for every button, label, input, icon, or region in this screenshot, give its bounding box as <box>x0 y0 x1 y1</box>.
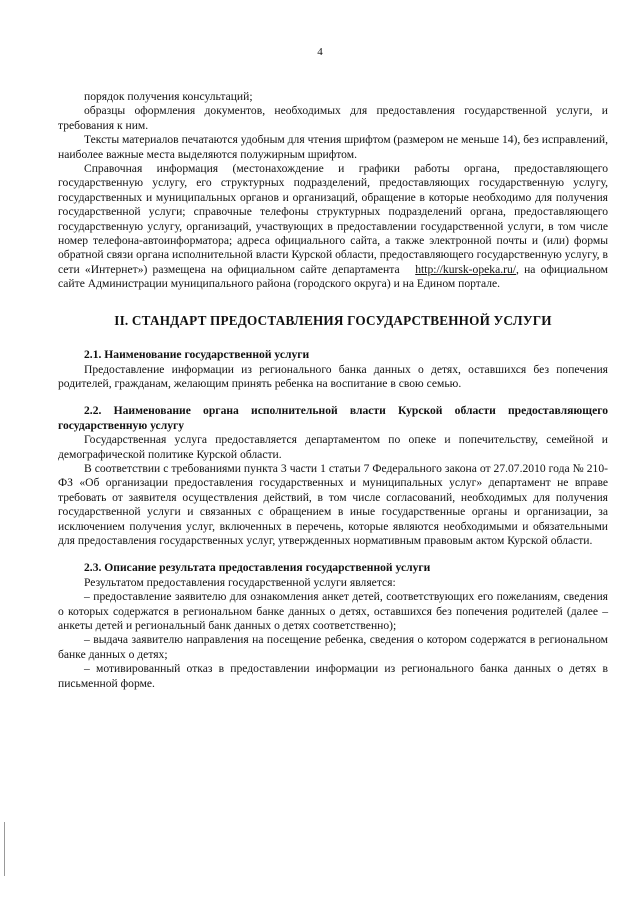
heading-2-1: 2.1. Наименование государственной услуги <box>84 348 310 362</box>
page-number: 4 <box>317 46 323 58</box>
paragraph-2-3-result-questionnaires: – предоставление заявителю для ознакомления анкет детей, соответствующих его пожеланиям, сведения о которых содержатся в региональном банке данных о детях, оставшихся без попечения родителей (далее – анкеты детей и региональный банк данных о детях соответственно); <box>58 590 608 632</box>
heading-2-2: 2.2. Наименование органа исполнительной власти Курской области предоставляющего государственную услугу <box>58 404 608 432</box>
paragraph-2-3-result-intro: Результатом предоставления государственной услуги является: <box>84 575 396 589</box>
section-title: II. СТАНДАРТ ПРЕДОСТАВЛЕНИЯ ГОСУДАРСТВЕННОЙ УСЛУГИ <box>114 312 552 328</box>
paragraph-reference-info <box>58 162 608 292</box>
paragraph-2-2-requirements: В соответствии с требованиями пункта 3 части 1 статьи 7 Федерального закона от 27.07.2010 года № 210-ФЗ «Об организации предоставления государственных и муниципальных услуг» департамент не вправе требовать от заявителя осуществления действий, в том числе согласований, необходимых для получения государственной услуги и связанных с обращением в иные государственные органы и организации, за исключением получения услуг, включенных в перечень, которые являются необходимыми и обязательными для предоставления государственных услуг, утвержденных нормативным правовым актом Курской области. <box>58 461 608 547</box>
reference-info-text-end: , на официальном сайте Администрации муниципального района (городского округа) и на Едином портале. <box>58 262 609 291</box>
reference-info-text: Справочная информация (местонахождение и графики работы органа, предоставляющего государственную услугу, его структурных подразделений, предоставляющих государственную услугу, государственных и муниципальных органов и организаций, обращение в которые необходимо для получения государственной услуги; справочные телефоны структурных подразделений органа, предоставляющего государственную услугу, организаций, участвующих в предоставлении государственной услуги, в том числе номер телефона-автоинформатора; адреса официального сайта, а также электронной почты и (или) формы обратной связи органа исполнительной власти Курской области, предоставляющего государственную услугу, в сети «Интернет») размещена на официальном сайте департамента <box>58 162 608 276</box>
scan-margin-line <box>4 822 5 876</box>
paragraph-2-2-provider: Государственная услуга предоставляется департаментом по опеке и попечительству, семейной и демографической политике Курской области. <box>58 433 608 461</box>
heading-2-3: 2.3. Описание результата предоставления государственной услуги <box>84 561 431 575</box>
paragraph-2-3-result-refusal: – мотивированный отказ в предоставлении информации из регионального банка данных о детях в письменной форме. <box>58 662 608 690</box>
paragraph-2-1-service-name: Предоставление информации из регионального банка данных о детях, оставшихся без попечения родителей, гражданам, желающим принять ребенка на воспитание в свою семью. <box>58 362 608 390</box>
paragraph-font-requirements: Тексты материалов печатаются удобным для чтения шрифтом (размером не меньше 14), без исправлений, наиболее важные места выделяются полужирным шрифтом. <box>58 133 608 161</box>
department-website-link[interactable]: http://kursk-opeka.ru/ <box>415 262 516 276</box>
paragraph-2-3-result-visit-referral: – выдача заявителю направления на посещение ребенка, сведения о котором содержатся в региональном банке данных о детях; <box>58 633 608 661</box>
paragraph-document-samples: образцы оформления документов, необходимых для предоставления государственной услуги, и требования к ним. <box>58 104 608 132</box>
paragraph-consultations: порядок получения консультаций; <box>84 90 253 103</box>
document-body <box>58 90 608 691</box>
